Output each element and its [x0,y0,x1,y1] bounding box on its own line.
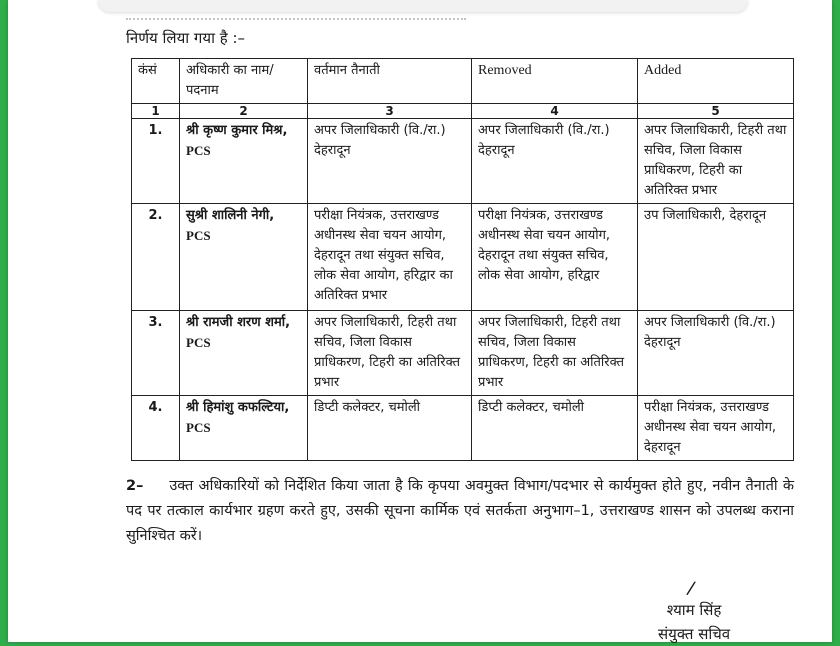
signature-mark: / [685,577,697,600]
table-row [132,311,794,396]
removed-cell: डिप्टी कलेक्टर, चमोली [472,396,638,461]
officer-name: श्री कृष्ण कुमार मिश्र, [186,123,288,138]
officer-service: PCS [186,143,211,158]
header-removed: Removed [472,59,638,104]
viewer-top-bar [98,0,748,12]
decision-intro: निर्णय लिया गया है :– [126,29,246,47]
table-row [132,204,794,311]
serial-cell: 3. [132,311,180,396]
column-number-row [132,104,794,119]
serial-cell: 4. [132,396,180,461]
header-added: Added [638,59,794,104]
officer-name-cell [180,311,308,396]
header-officer-name: अधिकारी का नाम/ पदनाम [180,59,308,104]
instruction-paragraph [126,474,794,549]
table-row [132,396,794,461]
serial-cell: 2. [132,204,180,311]
officer-service: PCS [186,228,211,243]
officer-name-cell [180,119,308,204]
officer-service: PCS [186,420,211,435]
header-serial: कंसं [132,59,180,104]
table-header-row [132,59,794,104]
added-cell: अपर जिलाधिकारी (वि./रा.) देहरादून [638,311,794,396]
serial-cell: 1. [132,119,180,204]
signatory-name: श्याम सिंह [666,601,722,619]
removed-cell: अपर जिलाधिकारी (वि./रा.) देहरादून [472,119,638,204]
added-cell: अपर जिलाधिकारी, टिहरी तथा सचिव, जिला विकास प्राधिकरण, टिहरी का अतिरिक्त प्रभार [638,119,794,204]
column-number: 1 [132,104,180,119]
signatory-designation: संयुक्त सचिव [658,625,731,643]
column-number: 3 [308,104,472,119]
transfer-table [131,58,794,461]
document-page [8,0,832,642]
paragraph-text: उक्त अधिकारियों को निर्देशित किया जाता है कि कृपया अवमुक्त विभाग/पदभार से कार्यमुक्त होते हुए, नवीन तैनाती के पद पर तत्काल कार्यभार ग्रहण करते हुए, उसकी सूचना कार्मिक एवं सतर्कता अनुभाग–1, उत्तराखण्ड शासन को उपलब्ध कराना सुनिश्चित करें। [126,478,794,544]
cut-off-text-line [126,12,466,20]
officer-name-cell [180,396,308,461]
officer-name: श्री रामजी शरण शर्मा, [186,315,291,330]
added-cell: उप जिलाधिकारी, देहरादून [638,204,794,311]
paragraph-number: 2– [126,478,144,494]
officer-service: PCS [186,335,211,350]
table-row [132,119,794,204]
added-cell: परीक्षा नियंत्रक, उत्तराखण्ड अधीनस्थ सेवा चयन आयोग, देहरादून [638,396,794,461]
column-number: 5 [638,104,794,119]
removed-cell: अपर जिलाधिकारी, टिहरी तथा सचिव, जिला विकास प्राधिकरण, टिहरी का अतिरिक्त प्रभार [472,311,638,396]
column-number: 4 [472,104,638,119]
current-posting-cell: परीक्षा नियंत्रक, उत्तराखण्ड अधीनस्थ सेवा चयन आयोग, देहरादून तथा संयुक्त सचिव, लोक सेवा आयोग, हरिद्वार का अतिरिक्त प्रभार [308,204,472,311]
header-current-posting: वर्तमान तैनाती [308,59,472,104]
column-number: 2 [180,104,308,119]
officer-name-cell [180,204,308,311]
removed-cell: परीक्षा नियंत्रक, उत्तराखण्ड अधीनस्थ सेवा चयन आयोग, देहरादून तथा संयुक्त सचिव, लोक सेवा आयोग, हरिद्वार [472,204,638,311]
current-posting-cell: डिप्टी कलेक्टर, चमोली [308,396,472,461]
signature-block [658,598,730,646]
officer-name: सुश्री शालिनी नेगी, [186,208,275,223]
current-posting-cell: अपर जिलाधिकारी (वि./रा.) देहरादून [308,119,472,204]
current-posting-cell: अपर जिलाधिकारी, टिहरी तथा सचिव, जिला विकास प्राधिकरण, टिहरी का अतिरिक्त प्रभार [308,311,472,396]
officer-name: श्री हिमांशु कफल्टिया, [186,400,290,415]
